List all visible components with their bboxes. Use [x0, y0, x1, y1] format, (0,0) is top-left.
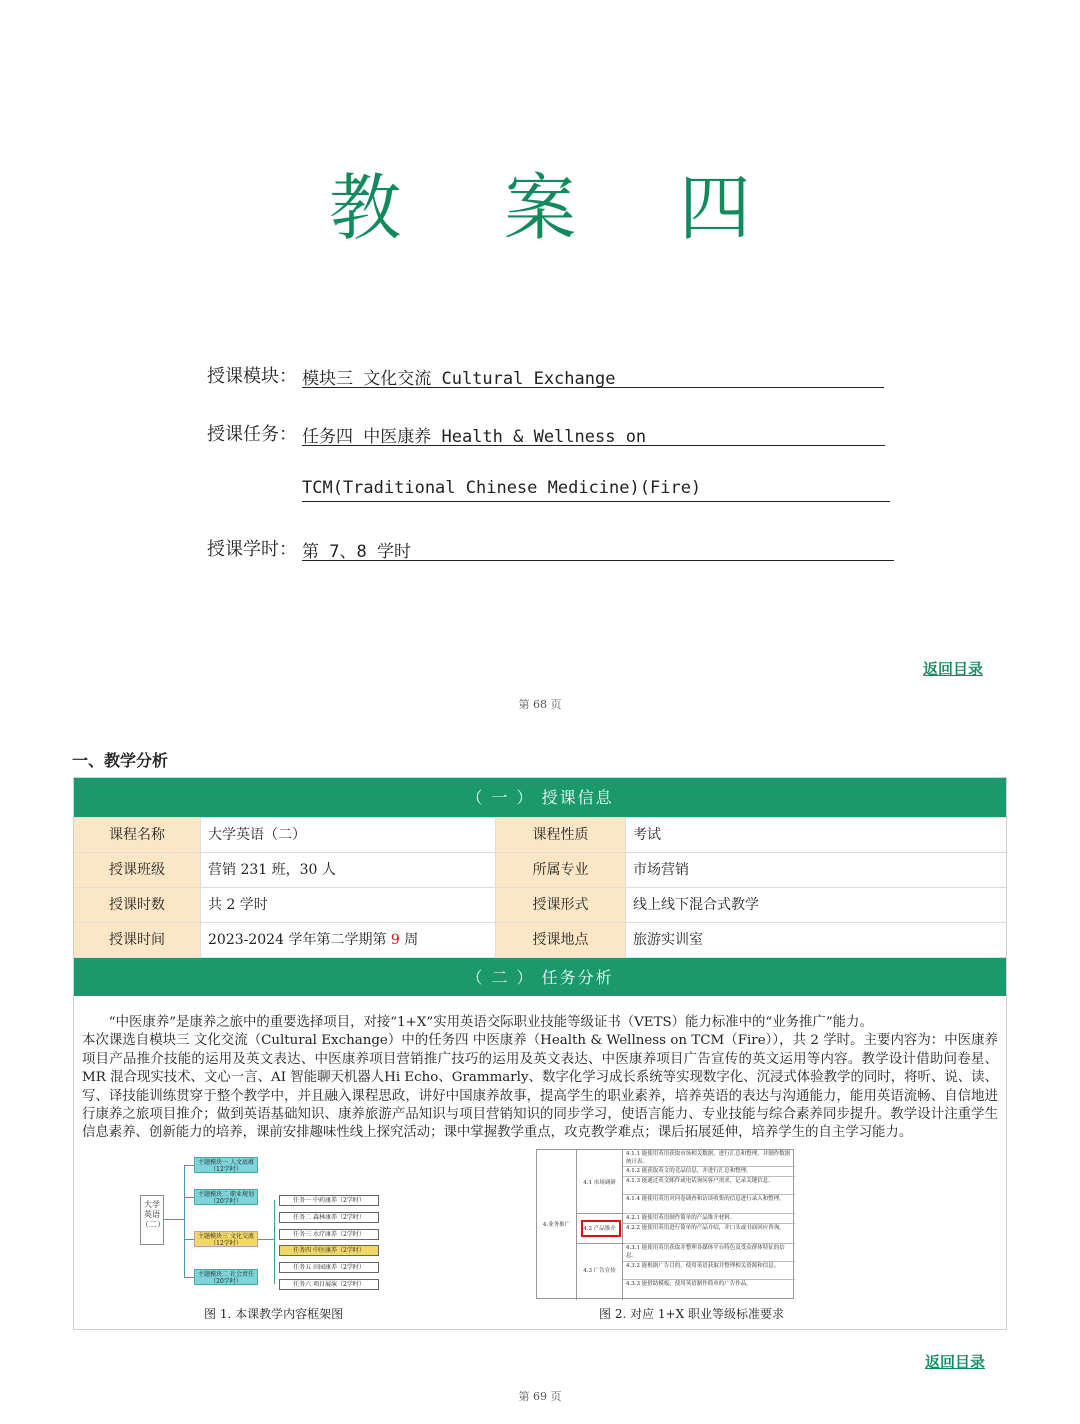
standards-item: 4.3.3 能借助模板，使用英语制作简单的广告作品。 [626, 1280, 752, 1287]
course-nature-label: 课程性质 [496, 818, 626, 852]
figures-area [74, 1149, 1006, 1329]
major-label: 所属专业 [496, 853, 626, 887]
hours-count-value: 共 2 学时 [201, 888, 496, 922]
standards-item: 4.2.2 能使用英语进行简单的产品介绍，并口头或书面回应咨询。 [623, 1224, 795, 1244]
task-value-line1: 任务四 中医康养 Health & Wellness on [302, 422, 885, 446]
diagram-module: 主题模块二 职业规划（20学时） [194, 1189, 258, 1205]
class-value: 营销 231 班，30 人 [201, 853, 496, 887]
lesson-plan-title: 教 案 四 [329, 166, 791, 250]
figure-1-caption: 图 1. 本课教学内容框架图 [204, 1306, 344, 1321]
course-nature-value: 考试 [633, 827, 661, 843]
hours-label: 授课学时： [207, 539, 297, 560]
page-number: 第 68 页 [518, 698, 562, 711]
time-label: 授课时间 [74, 923, 201, 957]
standards-group: 4.1 市场调研 [577, 1150, 623, 1214]
diagram-task: 任务五 田园康养（2学时） [279, 1262, 379, 1273]
standards-group: 4.3 广告宣传 [577, 1244, 623, 1300]
course-name-value: 大学英语（二） [201, 818, 496, 852]
task-label: 授课任务： [207, 424, 297, 445]
format-value: 线上线下混合式教学 [633, 897, 759, 913]
content-framework-diagram [134, 1155, 484, 1295]
task-value-line2: TCM(Traditional Chinese Medicine)(Fire) [302, 478, 890, 502]
page-number-bottom: 第 69 页 [518, 1390, 562, 1403]
week-number: 9 [390, 932, 400, 948]
table-row [74, 817, 1006, 852]
analysis-paragraph-1: “中医康养”是康养之旅中的重要选择项目，对接“1+X”实用英语交际职业技能等级证书（VETS）能力标准中的“业务推广”能力。 [108, 1015, 873, 1030]
time-value-suffix: 周 [399, 932, 419, 948]
standards-group: 4.2 产品推介 [577, 1214, 623, 1244]
location-value: 旅游实训室 [633, 932, 703, 948]
analysis-paragraph-2: 本次课选自模块三 文化交流（Cultural Exchange）中的任务四 中医康养（Health & Wellness on TCM（Fire）），共 2 学时。主要内容为：中医康养项目产品推介技能的运用及英文表达、中医康养项目营销推广技巧的运用及英文表达、中医康养项目广告宣传的英文运用等内容。教学设计借助问卷星、MR 混合现实技术、文心一言、AI 智能聊天机器人Hi Echo、Grammarly、数字化学习成长系统等实现数字化、沉浸式体验教学的同时，将听、说、读、写、译技能训练贯穿于整个教学中，并且融入课程思政，讲好中国康养故事，提高学生的职业素养，培养英语的表达与沟通能力，能用英语流畅、自信地进行康养之旅项目推介；做到英语基础知识、康养旅游产品知识与项目营销知识的同步学习，使语言能力、专业技能与综合素养同步提升。教学设计注重学生信息素养、创新能力的培养，课前安排趣味性线上探究活动；课中掌握教学重点，攻克教学难点；课后拓展延伸，培养学生的自主学习能力。 [82, 1033, 998, 1141]
back-to-toc-link-bottom[interactable]: 返回目录 [925, 1353, 986, 1371]
teaching-info-band: （ 一 ） 授课信息 [74, 778, 1006, 817]
highlight-box [581, 1220, 621, 1237]
standards-item: 4.2.1 能使用英语制作简单的产品推介材料。 [623, 1214, 795, 1224]
diagram-module: 主题模块一 人文底蕴（12学时） [194, 1157, 258, 1173]
diagram-module: 主题模块二 社会责任（20学时） [194, 1269, 258, 1285]
standards-item: 4.1.2 能获取英文的竞品信息，并进行汇总和整理。 [623, 1167, 795, 1177]
standards-item: 4.1.3 能通过英文邮件或电话询问客户需求，记录关键信息。 [623, 1177, 795, 1195]
course-name-label: 课程名称 [74, 818, 201, 852]
table-row [74, 922, 1006, 957]
standards-item: 4.3.2 能根据广告目的，使用英语获取并整理相关资源和信息。 [623, 1262, 795, 1280]
task-analysis-text [74, 996, 1006, 1149]
format-label: 授课形式 [496, 888, 626, 922]
diagram-root: 大学英语（二） [140, 1195, 164, 1245]
section-heading: 一、教学分析 [72, 751, 169, 770]
standards-item: 4.1.1 能使用英语获取市场相关数据，进行汇总和整理，并制作数据统计表。 [623, 1150, 795, 1167]
task-analysis-band: （ 二 ） 任务分析 [74, 957, 1006, 996]
table-row [74, 887, 1006, 922]
class-label: 授课班级 [74, 853, 201, 887]
diagram-task: 任务一 中药康养（2学时） [279, 1195, 379, 1206]
time-value-prefix: 2023-2024 学年第二学期第 [208, 932, 391, 948]
location-label: 授课地点 [496, 923, 626, 957]
hours-row [207, 535, 894, 561]
module-label: 授课模块： [207, 366, 297, 387]
task-row [207, 420, 885, 446]
back-to-toc-link[interactable]: 返回目录 [923, 660, 984, 678]
diagram-task: 任务三 水疗康养（2学时） [279, 1229, 379, 1240]
figure-2-caption: 图 2. 对应 1+X 职业等级标准要求 [599, 1306, 784, 1321]
time-value [201, 923, 496, 957]
task-row-2 [302, 478, 890, 502]
hours-value: 第 7、8 学时 [302, 537, 894, 561]
diagram-task: 任务六 项目展演（2学时） [279, 1279, 379, 1290]
standards-item: 4.3.1 能使用英语获取并整理各媒体平台特色及受众群体特征的信息。 [623, 1244, 795, 1262]
diagram-task: 任务二 森林康养（2学时） [279, 1212, 379, 1223]
standards-item: 4.1.4 能使用英语对问卷调查和访谈收集的信息进行录入和整理。 [623, 1195, 795, 1214]
teaching-analysis-table [73, 777, 1007, 1330]
major-value: 市场营销 [633, 862, 689, 878]
diagram-task: 任务四 中医康养（2学时） [279, 1245, 379, 1256]
module-row [207, 362, 884, 388]
module-value: 模块三 文化交流 Cultural Exchange [302, 364, 884, 388]
standards-category: 4.业务推广 [537, 1150, 577, 1300]
diagram-module: 主题模块三 文化交流（12学时） [194, 1231, 258, 1247]
table-row [74, 852, 1006, 887]
hours-count-label: 授课时数 [74, 888, 201, 922]
vets-standards-table [536, 1149, 794, 1299]
